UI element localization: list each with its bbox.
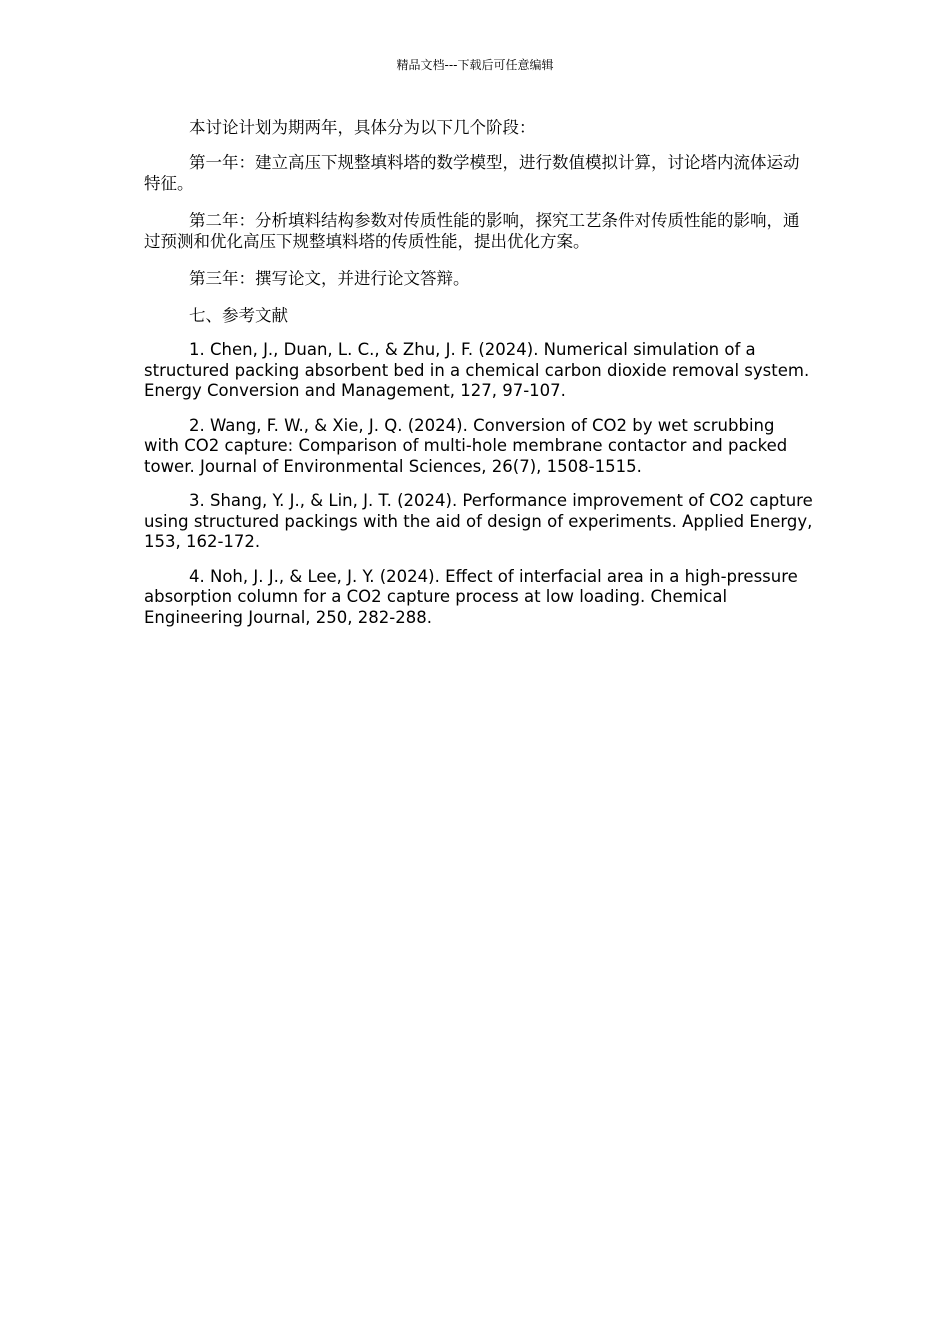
page-header: 精品文档---下载后可任意编辑 — [396, 58, 554, 72]
document-body — [144, 117, 814, 642]
year-three-paragraph: 第三年：撰写论文，并进行论文答辩。 — [189, 269, 470, 288]
reference-item: 2. Wang, F. W., & Xie, J. Q. (2024). Conversion of CO2 by wet scrubbing with CO2 capture: Comparison of multi-hole membrane contactor and packed tower. Journal of Environmental Sciences, 26(7), 1508-1515. — [144, 415, 788, 476]
reference-item: 4. Noh, J. J., & Lee, J. Y. (2024). Effect of interfacial area in a high-pressure absorption column for a CO2 capture process at low loading. Chemical Engineering Journal, 250, 282-288. — [144, 566, 798, 627]
reference-item: 3. Shang, Y. J., & Lin, J. T. (2024). Performance improvement of CO2 capture using structured packings with the aid of design of experiments. Applied Energy, 153, 162-172. — [144, 491, 813, 551]
year-two-paragraph: 第二年：分析填料结构参数对传质性能的影响，探究工艺条件对传质性能的影响，通过预测和优化高压下规整填料塔的传质性能，提出优化方案。 — [144, 211, 800, 251]
intro-paragraph: 本讨论计划为期两年，具体分为以下几个阶段： — [189, 118, 536, 137]
references-heading: 七、参考文献 — [189, 306, 288, 325]
reference-item: 1. Chen, J., Duan, L. C., & Zhu, J. F. (2024). Numerical simulation of a structured packing absorbent bed in a chemical carbon dioxide removal system. Energy Conversion and Management, 127, 97-107. — [144, 340, 810, 400]
year-one-paragraph: 第一年：建立高压下规整填料塔的数学模型，进行数值模拟计算，讨论塔内流体运动特征。 — [144, 153, 800, 193]
